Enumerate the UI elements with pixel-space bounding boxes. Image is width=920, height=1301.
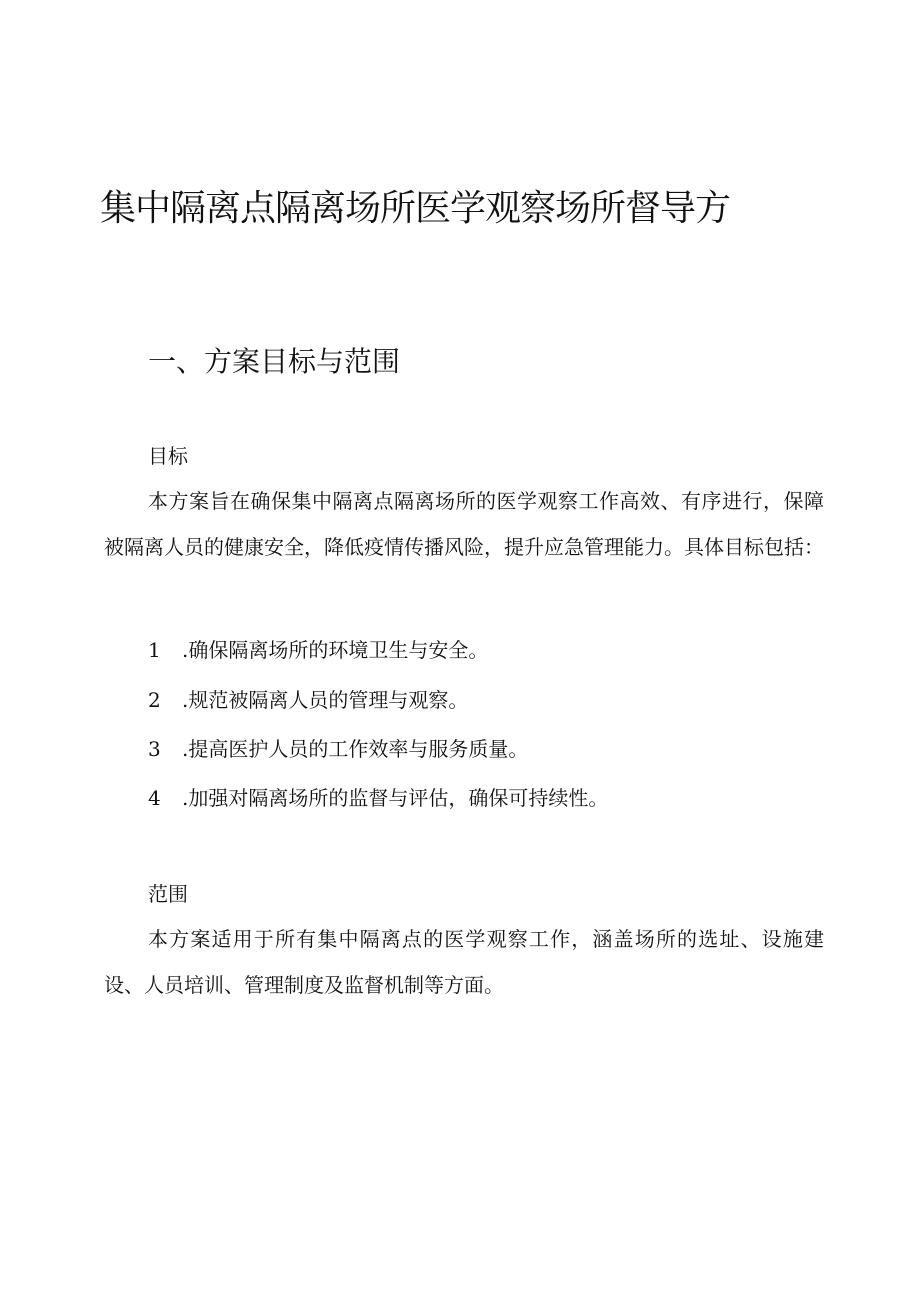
goal-heading: 目标 [148,444,188,468]
list-item-number: 3 [148,737,161,761]
list-item-text: .加强对隔离场所的监督与评估，确保可持续性。 [182,786,609,810]
list-item-text: .提高医护人员的工作效率与服务质量。 [182,737,529,761]
goal-list-item [148,684,468,713]
goal-list-item [148,634,488,663]
list-item-number: 1 [148,638,161,662]
list-item-text: .规范被隔离人员的管理与观察。 [182,688,469,712]
goal-list-item [148,733,528,762]
document-title: 集中隔离点隔离场所医学观察场所督导方 [100,188,731,229]
goal-list-item [148,782,608,811]
list-item-number: 4 [148,786,161,810]
scope-paragraph: 本方案适用于所有集中隔离点的医学观察工作，涵盖场所的选址、设施建设、人员培训、管理制度及监督机制等方面。 [104,927,824,997]
goal-paragraph: 本方案旨在确保集中隔离点隔离场所的医学观察工作高效、有序进行，保障被隔离人员的健康安全，降低疫情传播风险，提升应急管理能力。具体目标包括： [104,489,824,559]
list-item-text: .确保隔离场所的环境卫生与安全。 [182,638,489,662]
scope-heading: 范围 [148,882,188,906]
list-item-number: 2 [148,688,161,712]
section-heading: 一、方案目标与范围 [148,345,401,378]
